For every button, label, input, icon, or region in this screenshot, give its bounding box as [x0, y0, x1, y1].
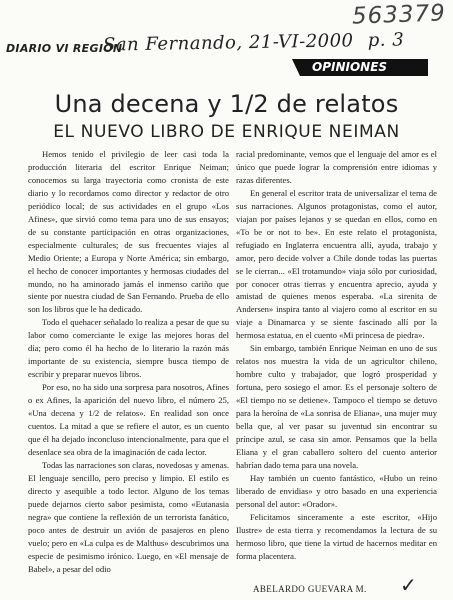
paragraph: Todo el quehacer señalado lo realiza a pesar de que su labor como comerciante le exige las mejores horas del día; pero como él ha hecho de lo literario la razón más importante de su existencia, siempre busca tiempo de escribir y preparar nuevos libros.	[28, 317, 229, 380]
paragraph: Sin embargo, también Enrique Neiman en uno de sus relatos nos muestra la vida de un agricultor chileno, hombre culto y trabajador, que logró prosperidad y fortuna, pero sosiego el amor. Es el personaje soltero de «El tiempo no se detiene». Tampoco el tiempo se detuvo para la heroína de «La sonrisa de Eliana», una mujer muy bella que, al ver pasar su juventud sin encontrar su príncipe azul, se casa sin amor. Pensamos que la bella Eliana y el gran caballero soltero del cuento anterior habrían dado tema para una novela.	[236, 343, 437, 470]
check-mark-icon: ✓	[400, 575, 417, 597]
paragraph: Por eso, no ha sido una sorpresa para nosotros, Afines o ex Afines, la aparición del nuevo libro, el número 25, «Una decena y 1/2 de relatos». En realidad son once cuentos. La mitad a que se refiere el autor, es un cuento que él ha dejado inconcluso intencionalmente, para que el desenlace sea obra de la imaginación de cada lector.	[28, 382, 229, 457]
handwritten-page: p. 3	[367, 29, 405, 52]
paragraph: Hemos tenido el privilegio de leer casi toda la producción literaria del escritor Enrique Neiman; conocemos su larga trayectoria como cronista de este diario y lo recordamos como director y redactor de otro periódico local; de sus actividades en el grupo «Los Afines», que sirvió como tema para uno de sus ensayos; de su constante participación en otras organizaciones, especialmente culturales; de sus frecuentes viajes al Medio Oriente; a Europa y Norte América; sin embargo, el hecho de conocer importantes y hermosas ciudades del mundo, no ha aminorado jamás el inmenso cariño que siente por nuestra ciudad de San Fernando. Prueba de ello son los libros que le ha dedicado.	[28, 149, 229, 315]
article-title: Una decena y 1/2 de relatos	[54, 90, 399, 118]
handwritten-place-date: San Fernando, 21-VI-2000	[102, 30, 354, 56]
author-signature: ABELARDO GUEVARA M.	[253, 584, 367, 594]
article-column-left	[28, 148, 229, 575]
paragraph: Felicitamos sinceramente a este escritor, «Hijo Ilustre» de esta tierra y recomendamos la lectura de su hermoso libro, que tiene la virtud de hacernos meditar en forma placentera.	[236, 511, 437, 561]
archive-number-stamp: 563379	[351, 0, 447, 30]
handwritten-note	[103, 29, 405, 55]
paragraph: Todas las narraciones son claras, novedosas y amenas. El lenguaje sencillo, pero preciso y limpio. El estilo es directo y asequible a todo lector. Alguno de los temas puede dejarnos cierto sabor pesimista, como «Eutanasia negra» que contiene la reflexión de un terrorista fanático, poco antes de destruir un avión de pasajeros en pleno vuelo; pero en «La culpa es de Malthus» descubrimos una especie de pesimismo irónico. Luego, en «El mensaje de Babel», a pesar del odio	[28, 459, 229, 574]
article-column-right	[236, 148, 437, 563]
paragraph: racial predominante, vemos que el lenguaje del amor es el único que puede lograr la comprensión entre idiomas y razas diferentes.	[236, 149, 437, 185]
newspaper-masthead: DIARIO VI REGION	[6, 42, 123, 55]
article-subtitle: EL NUEVO LIBRO DE ENRIQUE NEIMAN	[53, 122, 400, 142]
section-label: OPINIONES	[300, 59, 428, 76]
paragraph: Hay también un cuento fantástico, «Hubo un reino liberado de envidias» y otro basado en una experiencia personal del autor: «Orador».	[236, 472, 437, 509]
paragraph: En general el escritor trata de universalizar el tema de sus narraciones. Algunos protagonistas, como el autor, viajan por países lejanos y se quedan en ellos, como en «To be or not to be». En este relato el protagonista, refugiado en Inglaterra encuentra allí, ayuda, trabajo y amor, pero decide volver a Chile donde todas las puertas se le cierran... «El trotamundo» viaja sólo por curiosidad, por conocer otras tierras y encuentra aprecio, ayuda y amistad de quienes menos esperaba. «La sirenita de Andersen» inspira tanto al viajero como al escritor en su viaje a Dinamarca y se siente fascinado allí por la hermosa estatua, en el cuento «Mi princesa de piedra».	[236, 187, 437, 341]
